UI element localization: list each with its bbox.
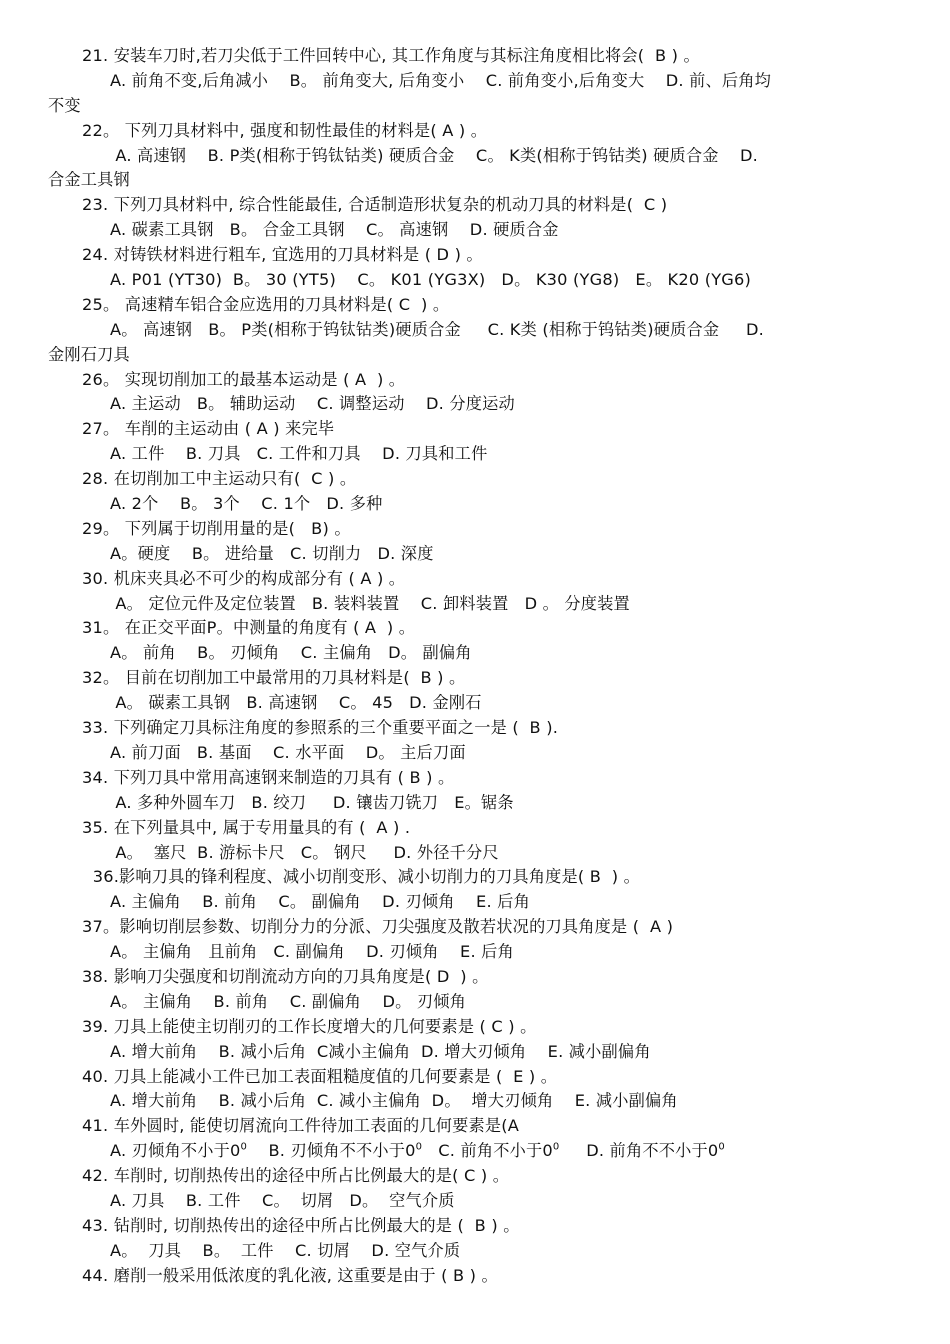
line-text: A。 碳素工具钢 B. 高速钢 C。 45 D. 金刚石 bbox=[110, 693, 482, 713]
line-text: A. 碳素工具钢 B。 合金工具钢 C。 高速钢 D. 硬质合金 bbox=[110, 220, 559, 240]
line-text: A. 刀具 B. 工件 C。 切屑 D。 空气介质 bbox=[110, 1190, 455, 1210]
line-text: 26。 实现切削加工的最基本运动是 ( A ) 。 bbox=[82, 369, 406, 389]
options-line bbox=[0, 542, 950, 567]
options-line bbox=[0, 990, 950, 1015]
question-line bbox=[0, 417, 950, 442]
options-line bbox=[0, 841, 950, 866]
line-text: 37。影响切削层参数、切削分力的分派、刀尖强度及散若状况的刀具角度是 ( A ) bbox=[82, 917, 674, 937]
options-line bbox=[0, 442, 950, 467]
line-text: A. 主运动 B。 辅助运动 C. 调整运动 D. 分度运动 bbox=[110, 394, 515, 414]
line-text: 33. 下列确定刀具标注角度的参照系的三个重要平面之一是 ( B ). bbox=[82, 718, 559, 738]
options-line bbox=[0, 218, 950, 243]
superscript: 0 bbox=[415, 1141, 423, 1153]
line-text: 27。 车削的主运动由 ( A ) 来完毕 bbox=[82, 419, 335, 439]
superscript: 0 bbox=[240, 1141, 248, 1153]
line-text: A。 塞尺 B. 游标卡尺 C。 钢尺 D. 外径千分尺 bbox=[110, 842, 499, 862]
options-line bbox=[0, 1089, 950, 1114]
question-line bbox=[0, 616, 950, 641]
line-text: 42. 车削时, 切削热传出的途径中所占比例最大的是( C ) 。 bbox=[82, 1166, 510, 1186]
question-line bbox=[0, 766, 950, 791]
line-text: A。 主偏角 B. 前角 C. 副偏角 D。 刃倾角 bbox=[110, 991, 467, 1011]
line-text: 31。 在正交平面P。中测量的角度有 ( A ) 。 bbox=[82, 618, 416, 638]
line-text: 28. 在切削加工中主运动只有( C ) 。 bbox=[82, 469, 357, 489]
line-text: A. 增大前角 B. 减小后角 C. 减小主偏角 D。 增大刃倾角 E. 减小副偏角 bbox=[110, 1091, 678, 1111]
options-line bbox=[0, 392, 950, 417]
line-text: A。硬度 B。 进给量 C. 切削力 D. 深度 bbox=[110, 543, 434, 563]
line-text: A. 前角不变,后角减小 B。 前角变大, 后角变小 C. 前角变小,后角变大 D. 前、后角均 bbox=[110, 70, 772, 90]
question-line bbox=[0, 865, 950, 890]
line-text: A. 高速钢 B. P类(相称于钨钛钴类) 硬质合金 C。 K类(相称于钨钴类) 硬质合金 D. bbox=[110, 145, 759, 165]
options-line bbox=[0, 1040, 950, 1065]
line-text: 40. 刀具上能减小工件已加工表面粗糙度值的几何要素是 ( E ) 。 bbox=[82, 1066, 558, 1086]
line-text: 34. 下列刀具中常用高速钢来制造的刀具有 ( B ) 。 bbox=[82, 767, 455, 787]
line-text: 24. 对铸铁材料进行粗车, 宜选用的刀具材料是 ( D ) 。 bbox=[82, 245, 483, 265]
line-text: 39. 刀具上能使主切削刃的工作长度增大的几何要素是 ( C ) 。 bbox=[82, 1016, 537, 1036]
line-text: D. 前角不不小于0 bbox=[559, 1141, 719, 1161]
line-text: A。 高速钢 B。 P类(相称于钨钛钴类)硬质合金 C. K类 (相称于钨钴类)硬质合金 D. bbox=[110, 319, 764, 339]
question-line bbox=[0, 816, 950, 841]
line-text: A。 主偏角 且前角 C. 副偏角 D. 刃倾角 E. 后角 bbox=[110, 942, 514, 962]
line-text: 41. 车外圆时, 能使切屑流向工件待加工表面的几何要素是(A bbox=[82, 1116, 520, 1136]
line-text: 43. 钻削时, 切削热传出的途径中所占比例最大的是 ( B ) 。 bbox=[82, 1215, 520, 1235]
options-line bbox=[0, 492, 950, 517]
question-line bbox=[0, 666, 950, 691]
line-text: 35. 在下列量具中, 属于专用量具的有 ( A ) . bbox=[82, 817, 411, 837]
options-line bbox=[0, 318, 950, 343]
options-line bbox=[0, 144, 950, 169]
question-line bbox=[0, 293, 950, 318]
question-line bbox=[0, 716, 950, 741]
line-text: 44. 磨削一般采用低浓度的乳化液, 这重要是由于 ( B ) 。 bbox=[82, 1265, 498, 1285]
question-line bbox=[0, 44, 950, 69]
options-line bbox=[0, 641, 950, 666]
line-text: 不变 bbox=[48, 95, 81, 115]
options-line bbox=[0, 791, 950, 816]
line-text: 25。 高速精车铝合金应选用的刀具材料是( C ) 。 bbox=[82, 294, 450, 314]
line-text: 合金工具钢 bbox=[48, 170, 130, 190]
question-line bbox=[0, 119, 950, 144]
question-line bbox=[0, 915, 950, 940]
line-text: A. 主偏角 B. 前角 C。 副偏角 D. 刃倾角 E. 后角 bbox=[110, 892, 530, 912]
options-line bbox=[0, 268, 950, 293]
question-line bbox=[0, 193, 950, 218]
line-text: 22。 下列刀具材料中, 强度和韧性最佳的材料是( A ) 。 bbox=[82, 120, 488, 140]
line-text: 32。 目前在切削加工中最常用的刀具材料是( B ) 。 bbox=[82, 668, 466, 688]
line-text: A。 前角 B。 刃倾角 C. 主偏角 D。 副偏角 bbox=[110, 643, 472, 663]
question-line bbox=[0, 1214, 950, 1239]
line-text: A。 定位元件及定位装置 B. 装料装置 C. 卸料装置 D 。 分度装置 bbox=[110, 593, 630, 613]
question-line bbox=[0, 243, 950, 268]
line-text: 29。 下列属于切削用量的是( B) 。 bbox=[82, 518, 351, 538]
question-line bbox=[0, 467, 950, 492]
options-line bbox=[0, 741, 950, 766]
line-text: 21. 安装车刀时,若刀尖低于工件回转中心, 其工作角度与其标注角度相比将会( B ) 。 bbox=[82, 46, 700, 65]
question-line bbox=[0, 1065, 950, 1090]
line-text: 38. 影响刀尖强度和切削流动方向的刀具角度是( D ) 。 bbox=[82, 966, 489, 986]
question-line bbox=[0, 1015, 950, 1040]
exam-document bbox=[0, 44, 950, 1289]
options-line bbox=[0, 592, 950, 617]
line-text: C. 前角不小于0 bbox=[422, 1141, 553, 1161]
line-text: A. 2个 B。 3个 C. 1个 D. 多种 bbox=[110, 494, 383, 514]
line-text: A. 前刀面 B. 基面 C. 水平面 D。 主后刀面 bbox=[110, 742, 466, 762]
options-line bbox=[0, 1139, 950, 1164]
options-line bbox=[0, 890, 950, 915]
options-line bbox=[0, 940, 950, 965]
options-line bbox=[0, 1189, 950, 1214]
question-line bbox=[0, 368, 950, 393]
line-text: A. 工件 B. 刀具 C. 工件和刀具 D. 刀具和工件 bbox=[110, 444, 488, 464]
line-text: A. 增大前角 B. 减小后角 C减小主偏角 D. 增大刃倾角 E. 减小副偏角 bbox=[110, 1041, 651, 1061]
line-text: B. 刃倾角不不小于0 bbox=[247, 1141, 416, 1161]
line-text: 36.影响刀具的锋利程度、减小切削变形、减小切削力的刀具角度是( B ) 。 bbox=[82, 867, 640, 887]
line-text: A. P01 (YT30) B。 30 (YT5) C。 K01 (YG3X) D。 K30 (YG8) E。 K20 (YG6) bbox=[110, 270, 752, 290]
superscript: 0 bbox=[552, 1141, 560, 1153]
line-text: 金刚石刀具 bbox=[48, 344, 130, 364]
question-line bbox=[0, 567, 950, 592]
continuation-line bbox=[0, 343, 950, 368]
superscript: 0 bbox=[718, 1141, 725, 1153]
options-line bbox=[0, 1239, 950, 1264]
options-line bbox=[0, 69, 950, 94]
line-text: A. 多种外圆车刀 B. 绞刀 D. 镶齿刀铣刀 E。锯条 bbox=[110, 792, 514, 812]
options-line bbox=[0, 691, 950, 716]
line-text: A. 刃倾角不小于0 bbox=[110, 1141, 241, 1161]
question-line bbox=[0, 1114, 950, 1139]
line-text: 23. 下列刀具材料中, 综合性能最佳, 合适制造形状复杂的机动刀具的材料是( C ) bbox=[82, 195, 668, 215]
question-line bbox=[0, 1264, 950, 1289]
line-text: 30. 机床夹具必不可少的构成部分有 ( A ) 。 bbox=[82, 568, 406, 588]
question-line bbox=[0, 517, 950, 542]
line-text: A。 刀具 B。 工件 C. 切屑 D. 空气介质 bbox=[110, 1240, 461, 1260]
question-line bbox=[0, 1164, 950, 1189]
continuation-line bbox=[0, 168, 950, 193]
continuation-line bbox=[0, 94, 950, 119]
question-line bbox=[0, 965, 950, 990]
